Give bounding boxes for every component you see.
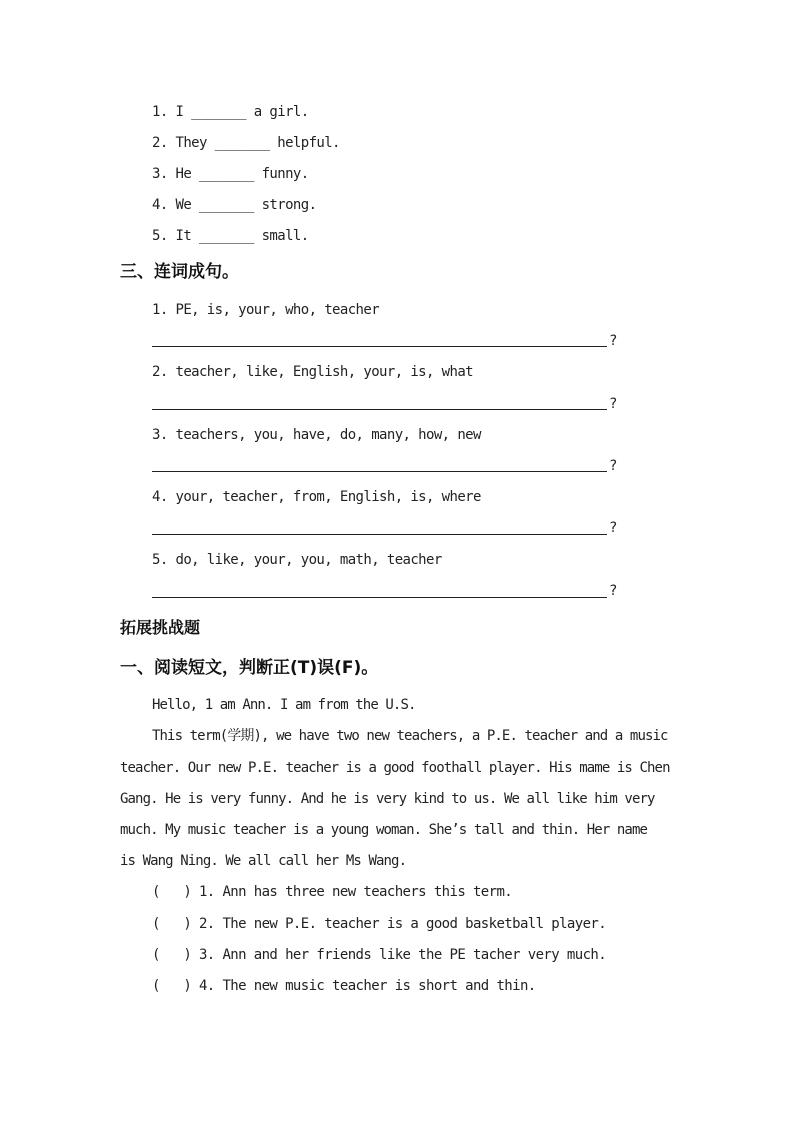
question-mark: ?: [609, 396, 618, 412]
answer-line: [152, 534, 607, 535]
fill-blank-item: 3. He _______ funny.: [152, 166, 309, 182]
fill-blank-item: 4. We _______ strong.: [152, 197, 317, 213]
passage-line: This term(学期), we have two new teachers, a P.E. teacher and a music: [152, 728, 668, 744]
question-mark: ?: [609, 333, 618, 349]
question-mark: ?: [609, 520, 618, 536]
sentence-question: 3. teachers, you, have, do, many, how, new: [152, 427, 481, 443]
passage-line: much. My music teacher is a young woman. She’s tall and thin. Her name: [120, 822, 648, 838]
answer-line: [152, 346, 607, 347]
true-false-statement: ( ) 2. The new P.E. teacher is a good basketball player.: [152, 916, 607, 932]
answer-line: [152, 409, 607, 410]
sentence-question: 4. your, teacher, from, English, is, where: [152, 489, 481, 505]
answer-line: [152, 471, 607, 472]
section-heading-sentence-building: 三、连词成句。: [120, 262, 239, 282]
passage-line: teacher. Our new P.E. teacher is a good foothall player. His mame is Chen: [120, 760, 670, 776]
fill-blank-item: 5. It _______ small.: [152, 228, 309, 244]
sentence-question: 5. do, like, your, you, math, teacher: [152, 552, 442, 568]
passage-line: Gang. He is very funny. And he is very kind to us. We all like him very: [120, 791, 655, 807]
section-heading-reading: 一、阅读短文，判断正(T)误(F)。: [120, 658, 379, 678]
sentence-question: 1. PE, is, your, who, teacher: [152, 302, 380, 318]
passage-line: Hello, 1 am Ann. I am from the U.S.: [152, 697, 416, 713]
extension-title: 拓展挑战题: [120, 618, 201, 637]
true-false-statement: ( ) 1. Ann has three new teachers this term.: [152, 884, 513, 900]
fill-blank-item: 2. They _______ helpful.: [152, 135, 340, 151]
true-false-statement: ( ) 4. The new music teacher is short and thin.: [152, 978, 536, 994]
fill-blank-item: 1. I _______ a girl.: [152, 104, 309, 120]
passage-line: is Wang Ning. We all call her Ms Wang.: [120, 853, 407, 869]
answer-line: [152, 597, 607, 598]
sentence-question: 2. teacher, like, English, your, is, what: [152, 364, 473, 380]
question-mark: ?: [609, 458, 618, 474]
true-false-statement: ( ) 3. Ann and her friends like the PE tacher very much.: [152, 947, 607, 963]
question-mark: ?: [609, 583, 618, 599]
